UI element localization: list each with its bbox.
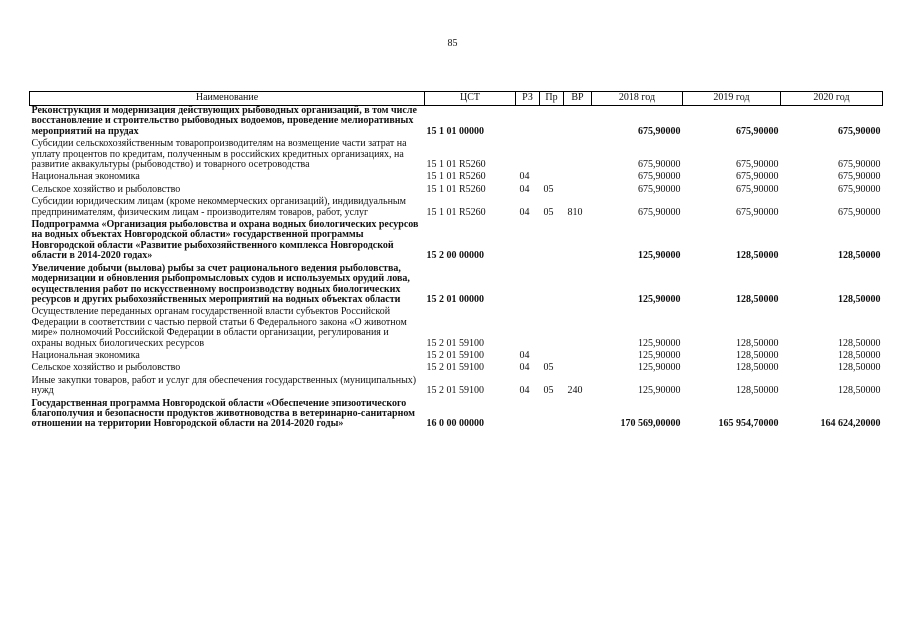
- cell-cst: 15 2 01 59100: [426, 362, 484, 374]
- cell-2020: 675,90000: [838, 125, 881, 137]
- cell-rz: 04: [519, 171, 530, 183]
- cell-cst: 15 2 01 59100: [426, 349, 484, 361]
- table-row: [30, 264, 883, 308]
- header-vr: ВР: [564, 92, 592, 106]
- table-row: [30, 172, 883, 184]
- cell-name: Субсидии юридическим лицам (кроме некоммерческих организаций), индивидуальным предпринимателям, физическим лицам - производителям товаров, работ, услуг: [31, 196, 406, 218]
- cell-pr: [540, 106, 564, 140]
- cell-vr: [564, 264, 592, 308]
- header-rz: РЗ: [516, 92, 540, 106]
- cell-2018: 125,90000: [638, 362, 681, 374]
- cell-2020: 128,50000: [838, 385, 881, 397]
- cell-name: Осуществление переданных органам государственной власти субъектов Российской Федерации в соответствии с частью первой статьи 6 Федерального закона «О животном мире» полномочий Российской Федерации в области организации, регулирования и охраны водных биологических ресурсов: [31, 306, 407, 349]
- cell-rz: 04: [519, 349, 530, 361]
- page-number: 85: [447, 38, 458, 49]
- cell-vr: 240: [567, 385, 583, 397]
- cell-pr: [540, 307, 564, 351]
- cell-2020: 164 624,20000: [820, 418, 881, 430]
- cell-2019: 128,50000: [736, 293, 779, 305]
- cell-2018: 675,90000: [638, 171, 681, 183]
- cell-name: Национальная экономика: [31, 171, 140, 183]
- cell-2018: 125,90000: [638, 337, 681, 349]
- cell-cst: 15 2 00 00000: [426, 250, 484, 262]
- table-row: [30, 399, 883, 432]
- cell-rz: [516, 139, 540, 172]
- cell-rz: [516, 106, 540, 140]
- header-cst: ЦСТ: [425, 92, 516, 106]
- table-row: [30, 307, 883, 351]
- cell-name: Иные закупки товаров, работ и услуг для обеспечения государственных (муниципальных) нужд: [31, 374, 417, 397]
- table-row: [30, 106, 883, 140]
- cell-cst: 15 2 01 00000: [426, 293, 484, 305]
- cell-2020: 128,50000: [838, 349, 881, 361]
- cell-rz: [516, 399, 540, 432]
- cell-vr: [564, 106, 592, 140]
- cell-cst: 15 1 01 R5260: [426, 159, 486, 171]
- cell-name: Субсидии сельскохозяйственным товаропроизводителям на возмещение части затрат на уплату процентов по кредитам, полученным в российских кредитных организациях, на развитие аквакультуры (рыбоводство) и товарного осетроводства: [31, 138, 407, 171]
- cell-cst: 16 0 00 00000: [426, 418, 484, 430]
- cell-name: Государственная программа Новгородской области «Обеспечение эпизоотического благополучия и безопасности продуктов животноводства в ветеринарно-санитарном отношении на территории Новгородской области на 2014-2020 годы»: [31, 397, 415, 430]
- cell-2020: 128,50000: [838, 337, 881, 349]
- cell-2018: 675,90000: [638, 183, 681, 195]
- cell-rz: 04: [519, 206, 530, 218]
- cell-cst: 15 1 01 R5260: [426, 171, 486, 183]
- cell-2019: 128,50000: [736, 250, 779, 262]
- header-2019: 2019 год: [683, 92, 781, 106]
- cell-2019: 165 954,70000: [718, 418, 779, 430]
- cell-rz: [516, 220, 540, 264]
- table-body: [30, 106, 883, 432]
- table-row: [30, 220, 883, 264]
- cell-2019: 675,90000: [736, 171, 779, 183]
- cell-2018: 125,90000: [638, 385, 681, 397]
- cell-pr: 05: [543, 362, 554, 374]
- cell-cst: 15 2 01 59100: [426, 337, 484, 349]
- header-name: Наименование: [30, 92, 425, 106]
- header-pr: Пр: [540, 92, 564, 106]
- cell-name: Увеличение добычи (вылова) рыбы за счет рационального ведения рыболовства, модернизации и обновления рыбопромысловых судов и используемых орудий лова, осуществления работ по искусственному воспроизводству водных биологических ресурсов и других рыбохозяйственных мероприятий на водных объектах области: [31, 262, 410, 305]
- cell-pr: 05: [543, 385, 554, 397]
- cell-vr: [564, 220, 592, 264]
- cell-2018: 125,90000: [638, 250, 681, 262]
- cell-cst: 15 1 01 R5260: [426, 183, 486, 195]
- cell-2019: 675,90000: [736, 206, 779, 218]
- cell-2019: 675,90000: [736, 125, 779, 137]
- cell-vr: [564, 185, 592, 197]
- cell-2018: 675,90000: [638, 206, 681, 218]
- cell-2019: 675,90000: [736, 159, 779, 171]
- cell-pr: [540, 264, 564, 308]
- budget-table: [29, 91, 883, 432]
- cell-vr: [564, 363, 592, 375]
- table-header-row: [30, 92, 883, 106]
- cell-name: Национальная экономика: [31, 349, 140, 361]
- cell-name: Реконструкция и модернизация действующих рыбоводных организаций, в том числе восстановление и строительство рыбоводных водоемов, проведение мелиоративных мероприятий на прудах: [31, 105, 417, 137]
- cell-2020: 675,90000: [838, 171, 881, 183]
- cell-rz: 04: [519, 183, 530, 195]
- table-row: [30, 139, 883, 172]
- cell-2018: 170 569,00000: [620, 418, 681, 430]
- cell-pr: [540, 139, 564, 172]
- header-2020: 2020 год: [781, 92, 883, 106]
- cell-pr: [540, 220, 564, 264]
- table-row: [30, 363, 883, 375]
- cell-pr: [540, 399, 564, 432]
- cell-2018: 675,90000: [638, 159, 681, 171]
- cell-2020: 128,50000: [838, 250, 881, 262]
- cell-2020: 675,90000: [838, 159, 881, 171]
- cell-vr: [564, 399, 592, 432]
- cell-2019: 128,50000: [736, 362, 779, 374]
- cell-2018: 125,90000: [638, 349, 681, 361]
- header-2018: 2018 год: [592, 92, 683, 106]
- cell-name: Сельское хозяйство и рыболовство: [31, 362, 181, 374]
- cell-rz: [516, 307, 540, 351]
- cell-vr: 810: [567, 206, 583, 218]
- cell-2019: 128,50000: [736, 337, 779, 349]
- cell-cst: 15 1 01 R5260: [426, 206, 486, 218]
- cell-cst: 15 1 01 00000: [426, 125, 484, 137]
- cell-name: Подпрограмма «Организация рыболовства и охрана водных биологических ресурсов на водных объектах Новгородской области» государственной программы Новгородской области «Развитие рыбохозяйственного комплекса Новгородской области в 2014-2020 годах»: [31, 219, 419, 262]
- cell-pr: 05: [543, 206, 554, 218]
- table-row: [30, 376, 883, 399]
- cell-2020: 675,90000: [838, 183, 881, 195]
- table-row: [30, 197, 883, 220]
- cell-pr: [540, 172, 564, 184]
- cell-2020: 128,50000: [838, 293, 881, 305]
- cell-2020: 128,50000: [838, 362, 881, 374]
- cell-rz: [516, 264, 540, 308]
- cell-2020: 675,90000: [838, 206, 881, 218]
- cell-rz: 04: [519, 362, 530, 374]
- cell-2018: 675,90000: [638, 125, 681, 137]
- cell-2019: 128,50000: [736, 349, 779, 361]
- cell-vr: [564, 307, 592, 351]
- cell-vr: [564, 172, 592, 184]
- cell-2018: 125,90000: [638, 293, 681, 305]
- cell-2019: 128,50000: [736, 385, 779, 397]
- cell-vr: [564, 351, 592, 363]
- cell-2019: 675,90000: [736, 183, 779, 195]
- cell-rz: 04: [519, 385, 530, 397]
- cell-name: Сельское хозяйство и рыболовство: [31, 183, 181, 195]
- cell-vr: [564, 139, 592, 172]
- cell-cst: 15 2 01 59100: [426, 385, 484, 397]
- cell-pr: 05: [543, 183, 554, 195]
